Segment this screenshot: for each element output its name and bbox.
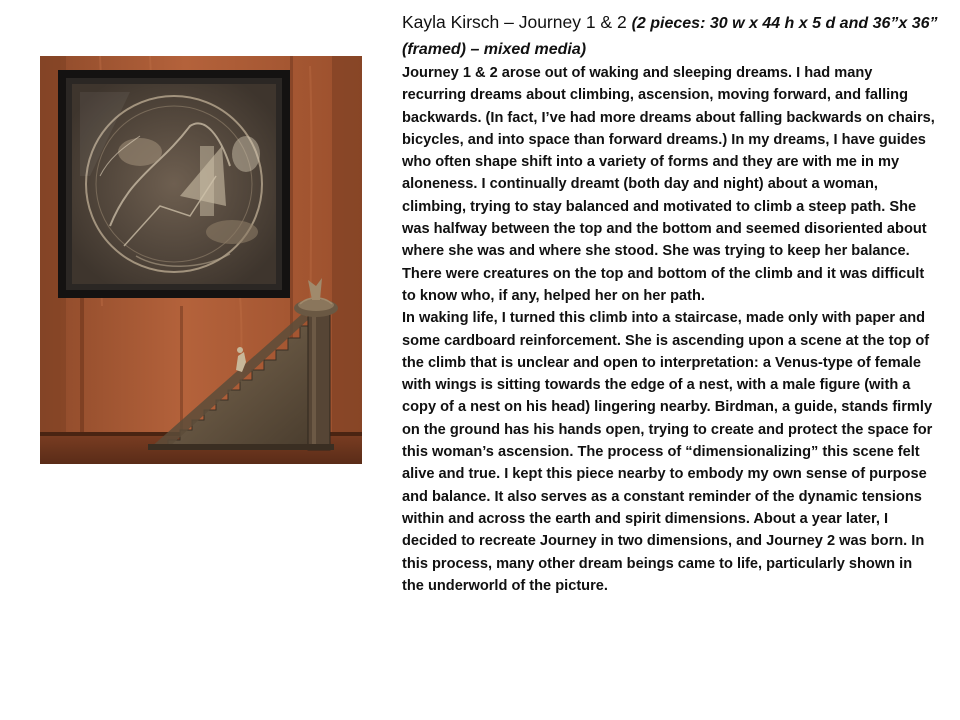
- body-paragraph-1: Journey 1 & 2 arose out of waking and sleeping dreams. I had many recurring dreams about climbing, ascension, moving forward, and falling backwards. (In fact, I’ve had more dreams about falling backwards on chairs, bicycles, and into space than forward dreams.) In my dreams, I have guides who often shape shift into a variety of forms and they are with me in my aloneness. I continually dreamt (both day and night) about a woman, climbing, trying to stay balanced and motivated to climb a steep path. She was halfway between the top and the bottom and seemed disoriented about where she was and where she stood. She was trying to keep her balance. There were creatures on the top and bottom of the climb and it was difficult to know who, if any, helped her on her path.: [402, 65, 935, 304]
- page-title: [402, 10, 938, 62]
- text-column: [402, 10, 938, 597]
- artwork-photo-illustration: [40, 56, 362, 464]
- artwork-photo: [40, 56, 362, 464]
- title-main: Kayla Kirsch – Journey 1 & 2: [402, 12, 627, 32]
- body-paragraph-2: In waking life, I turned this climb into a staircase, made only with paper and some cardboard reinforcement. She is ascending upon a scene at the top of the climb that is unclear and open to interpretation: a Venus-type of female with wings is sitting towards the edge of a nest, with a male figure (with a copy of a nest on his head) lingering nearby. Birdman, a guide, stands firmly on the ground has his hands open, trying to create and protect the space for this woman’s ascension. The process of “dimensionalizing” this scene felt alive and true. I kept this piece nearby to embody my own sense of purpose and balance. It also serves as a constant reminder of the dynamic tensions within and across the earth and spirit dimensions. About a year later, I decided to recreate Journey in two dimensions, and Journey 2 was born. In this process, many other dream beings came to life, particularly shown in the underworld of the picture.: [402, 310, 933, 594]
- title-details: (2 pieces: 30 w x 44 h x 5 d and 36”x 36” (framed) – mixed media): [402, 15, 938, 58]
